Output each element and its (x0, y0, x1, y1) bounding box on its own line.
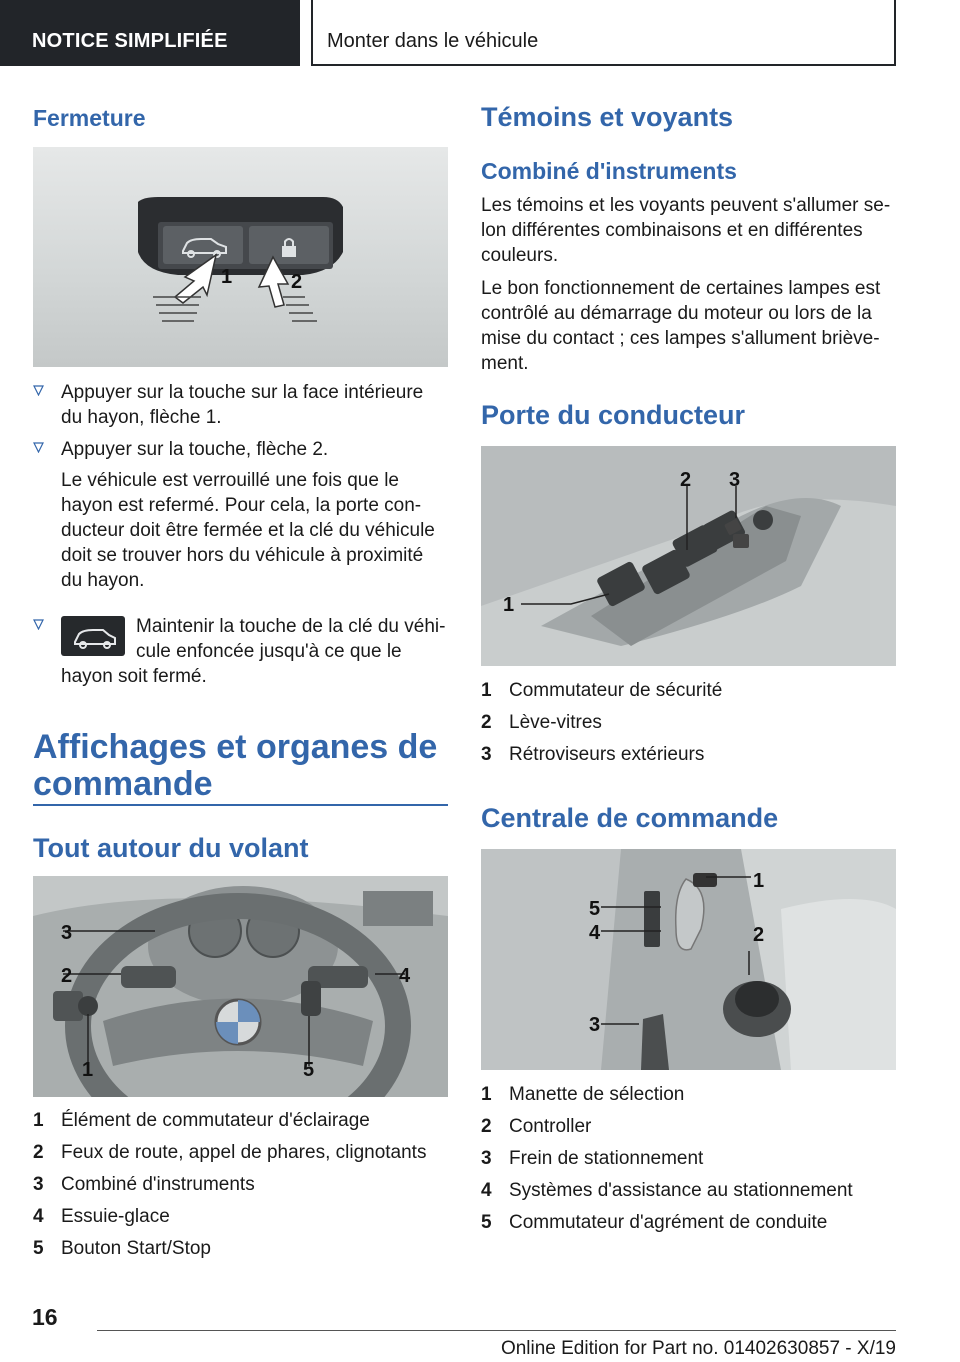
callout-4: 4 (399, 965, 411, 987)
legend-text: Rétroviseurs extérieurs (509, 744, 705, 765)
bullet-text-line: hayon soit fermé. (61, 666, 207, 687)
triangle-bullet-icon (33, 442, 44, 453)
paragraph-line: couleurs. (481, 245, 559, 266)
header-chapter-label: Monter dans le véhicule (327, 30, 539, 52)
bullet-text-line: cule enfoncée jusqu'à ce que le (136, 641, 402, 662)
callout-1: 1 (82, 1059, 94, 1081)
steering-wheel-legend (33, 1110, 448, 1270)
bullet-text-line: Maintenir la touche de la clé du véhi- (136, 616, 446, 637)
legend-number: 2 (33, 1142, 44, 1163)
callout-2: 2 (61, 965, 73, 987)
bullet-paragraph (61, 468, 448, 593)
legend-text: Commutateur de sécurité (509, 680, 723, 701)
legend-text: Feux de route, appel de phares, clignotants (61, 1142, 427, 1163)
paragraph-line: du hayon. (61, 570, 145, 591)
legend-number: 4 (33, 1206, 44, 1227)
legend-number: 1 (481, 1084, 492, 1105)
temoins-title: Témoins et voyants (481, 102, 734, 132)
bullet-text: Appuyer sur la touche sur la face intérieure du hayon, flèche 1. (61, 382, 424, 428)
temoins-paragraph-1 (481, 193, 896, 268)
affichages-title (33, 729, 448, 803)
section-divider (33, 804, 448, 806)
legend-number: 4 (481, 1180, 492, 1201)
center-console-illustration (481, 849, 896, 1070)
driver-door-illustration (481, 446, 896, 666)
legend-number: 3 (481, 744, 492, 765)
bullet-item (33, 380, 448, 430)
bullet-item (33, 437, 448, 593)
fermeture-title: Fermeture (33, 105, 146, 131)
callout-3: 3 (589, 1014, 601, 1036)
porte-title: Porte du conducteur (481, 400, 746, 430)
legend-text: Commutateur d'agrément de conduite (509, 1212, 828, 1233)
header-section-tab (0, 0, 300, 66)
callout-2: 2 (753, 924, 765, 946)
triangle-bullet-icon (33, 385, 44, 396)
paragraph-line: hayon est refermé. Pour cela, la porte con- (61, 495, 422, 516)
paragraph-line: doit se trouver hors du véhicule à proximité (61, 545, 424, 566)
paragraph-line: lon différentes combinaisons et en différentes (481, 220, 863, 241)
paragraph-line: mise du contact ; ces lampes s'allument brièvе- (481, 328, 880, 349)
legend-number: 2 (481, 1116, 492, 1137)
driver-door-photo (481, 446, 896, 666)
tailgate-button-photo (33, 147, 448, 367)
bullet-item (33, 614, 448, 689)
legend-text: Lève-vitres (509, 712, 602, 733)
page-number: 16 (32, 1304, 58, 1330)
legend-number: 3 (481, 1148, 492, 1169)
legend-text: Frein de stationnement (509, 1148, 704, 1169)
centrale-title: Centrale de commande (481, 803, 779, 833)
legend-text: Controller (509, 1116, 592, 1137)
paragraph-line: ment. (481, 353, 529, 374)
legend-text: Bouton Start/Stop (61, 1238, 211, 1259)
driver-door-legend (481, 680, 896, 776)
callout-2: 2 (291, 271, 303, 293)
legend-number: 1 (33, 1110, 44, 1131)
legend-number: 5 (481, 1212, 492, 1233)
legend-text: Manette de sélection (509, 1084, 685, 1105)
tailgate-button-illustration (33, 147, 448, 367)
callout-1: 1 (503, 594, 515, 616)
legend-text: Systèmes d'assistance au stationnement (509, 1180, 853, 1201)
legend-number: 1 (481, 680, 492, 701)
footer-edition: Online Edition for Part no. 01402630857 - X/19 (500, 1338, 896, 1359)
center-console-legend (481, 1084, 896, 1244)
legend-text: Élément de commutateur d'éclairage (61, 1110, 370, 1131)
steering-wheel-illustration (33, 876, 448, 1097)
temoins-subtitle: Combiné d'instruments (481, 158, 737, 184)
center-console-photo (481, 849, 896, 1070)
callout-2: 2 (680, 469, 692, 491)
callout-3: 3 (61, 922, 73, 944)
callout-5: 5 (303, 1059, 315, 1081)
paragraph-line: Le véhicule est verrouillé une fois que le (61, 470, 399, 491)
callout-1: 1 (753, 870, 765, 892)
callout-4: 4 (589, 922, 601, 944)
callout-1: 1 (221, 266, 233, 288)
legend-text: Combiné d'instruments (61, 1174, 255, 1195)
paragraph-line: ducteur doit être fermée et la clé du véhicule (61, 520, 435, 541)
callout-5: 5 (589, 898, 601, 920)
callout-3: 3 (729, 469, 741, 491)
key-tailgate-button-icon (61, 616, 125, 656)
temoins-paragraph-2 (481, 276, 896, 376)
footer-divider (97, 1330, 896, 1331)
paragraph-line: Le bon fonctionnement de certaines lampes est (481, 278, 881, 299)
triangle-bullet-icon (33, 619, 44, 630)
steering-wheel-photo (33, 876, 448, 1097)
legend-number: 5 (33, 1238, 44, 1259)
bullet-text: Appuyer sur la touche, flèche 2. (61, 439, 329, 460)
header-chapter-tab (311, 0, 896, 66)
paragraph-line: Les témoins et les voyants peuvent s'allumer se- (481, 195, 891, 216)
header-section-label: NOTICE SIMPLIFIÉE (32, 30, 228, 52)
legend-number: 2 (481, 712, 492, 733)
affichages-title-line: Affichages et organes de (33, 728, 438, 766)
affichages-subtitle: Tout autour du volant (33, 833, 309, 863)
legend-text: Essuie-glace (61, 1206, 170, 1227)
paragraph-line: contrôlé au démarrage du moteur ou lors de la (481, 303, 872, 324)
legend-number: 3 (33, 1174, 44, 1195)
affichages-title-line: commande (33, 765, 213, 803)
